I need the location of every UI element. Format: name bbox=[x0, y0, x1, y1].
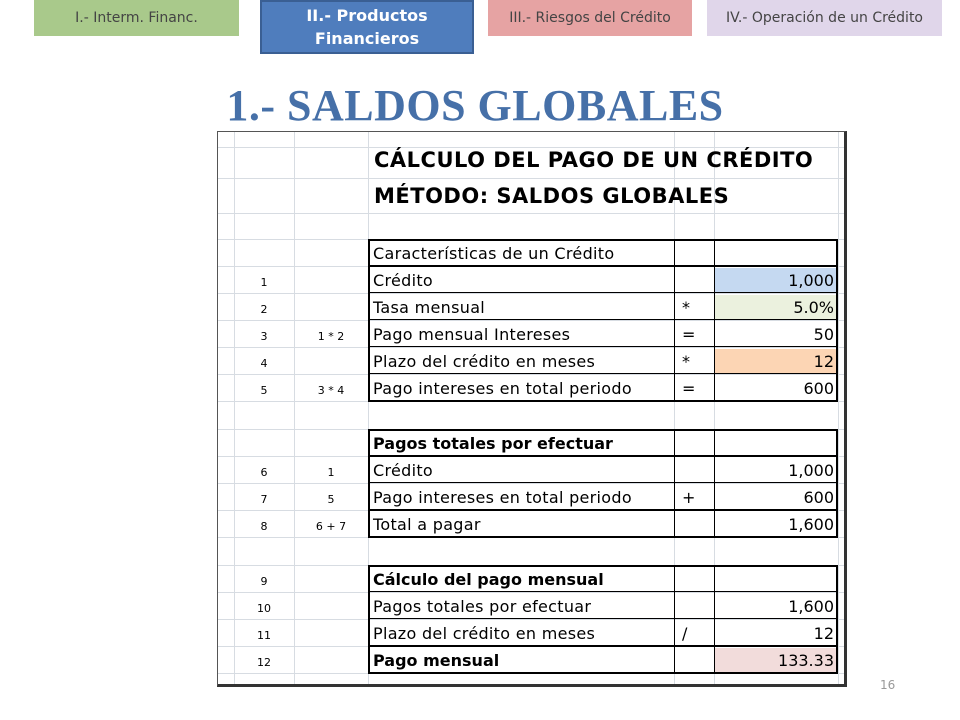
row-number: 9 bbox=[260, 575, 268, 588]
section1-box bbox=[368, 239, 838, 402]
row-number: 3 bbox=[260, 330, 268, 343]
tab-interm-financ[interactable]: I.- Interm. Financ. bbox=[34, 0, 239, 36]
row-operator: = bbox=[682, 379, 696, 398]
row-ref: 3 * 4 bbox=[317, 384, 345, 397]
section3-header: Cálculo del pago mensual bbox=[373, 570, 604, 589]
row-number: 8 bbox=[260, 520, 268, 533]
sheet-title-calculo: CÁLCULO DEL PAGO DE UN CRÉDITO bbox=[374, 148, 814, 172]
pago-mensual-value: 133.33 bbox=[778, 651, 834, 670]
row-number: 11 bbox=[257, 629, 271, 642]
spreadsheet bbox=[217, 131, 847, 687]
row-label: Pago intereses en total periodo bbox=[373, 488, 632, 507]
row-number: 5 bbox=[260, 384, 268, 397]
row-label: Pago mensual Intereses bbox=[373, 325, 571, 344]
pagos-totales-value: 1,600 bbox=[788, 597, 834, 616]
row-label: Tasa mensual bbox=[373, 298, 486, 317]
row-label: Plazo del crédito en meses bbox=[373, 624, 596, 643]
page-number: 16 bbox=[880, 678, 896, 692]
row-number: 6 bbox=[260, 466, 268, 479]
row-operator: / bbox=[682, 624, 688, 643]
tab-productos-financieros[interactable]: II.- Productos Financieros bbox=[260, 0, 474, 54]
intereses-total-value: 600 bbox=[803, 379, 834, 398]
row-ref: 1 * 2 bbox=[317, 330, 345, 343]
row-label: Pago intereses en total periodo bbox=[373, 379, 632, 398]
sheet-title-metodo: MÉTODO: SALDOS GLOBALES bbox=[374, 184, 730, 208]
row-operator: * bbox=[682, 352, 691, 371]
row-number: 1 bbox=[260, 276, 268, 289]
section2-header: Pagos totales por efectuar bbox=[373, 434, 613, 453]
row-number: 2 bbox=[260, 303, 268, 316]
credito-value: 1,000 bbox=[788, 271, 834, 290]
plazo-meses-value: 12 bbox=[813, 624, 834, 643]
row-label: Total a pagar bbox=[373, 515, 481, 534]
row-label: Crédito bbox=[373, 461, 434, 480]
plazo-value: 12 bbox=[813, 352, 834, 371]
row-label: Pagos totales por efectuar bbox=[373, 597, 592, 616]
row-label: Pago mensual bbox=[373, 651, 500, 670]
row-ref: 6 + 7 bbox=[315, 520, 347, 533]
page-title: 1.- SALDOS GLOBALES bbox=[226, 81, 724, 130]
intereses-periodo-value: 600 bbox=[803, 488, 834, 507]
row-operator: + bbox=[682, 488, 696, 507]
total-pagar-value: 1,600 bbox=[788, 515, 834, 534]
row-label: Crédito bbox=[373, 271, 434, 290]
row-operator: = bbox=[682, 325, 696, 344]
row-number: 12 bbox=[257, 656, 271, 669]
tasa-value: 5.0% bbox=[793, 298, 834, 317]
row-number: 7 bbox=[260, 493, 268, 506]
row-ref: 1 bbox=[327, 466, 335, 479]
row-operator: * bbox=[682, 298, 691, 317]
interes-mensual-value: 50 bbox=[813, 325, 834, 344]
tab-riesgos-credito[interactable]: III.- Riesgos del Crédito bbox=[488, 0, 692, 36]
section1-header: Características de un Crédito bbox=[373, 244, 615, 263]
row-label: Plazo del crédito en meses bbox=[373, 352, 596, 371]
credito-total-value: 1,000 bbox=[788, 461, 834, 480]
row-number: 10 bbox=[257, 602, 271, 615]
row-number: 4 bbox=[260, 357, 268, 370]
row-ref: 5 bbox=[327, 493, 335, 506]
tab-operacion-credito[interactable]: IV.- Operación de un Crédito bbox=[707, 0, 942, 36]
